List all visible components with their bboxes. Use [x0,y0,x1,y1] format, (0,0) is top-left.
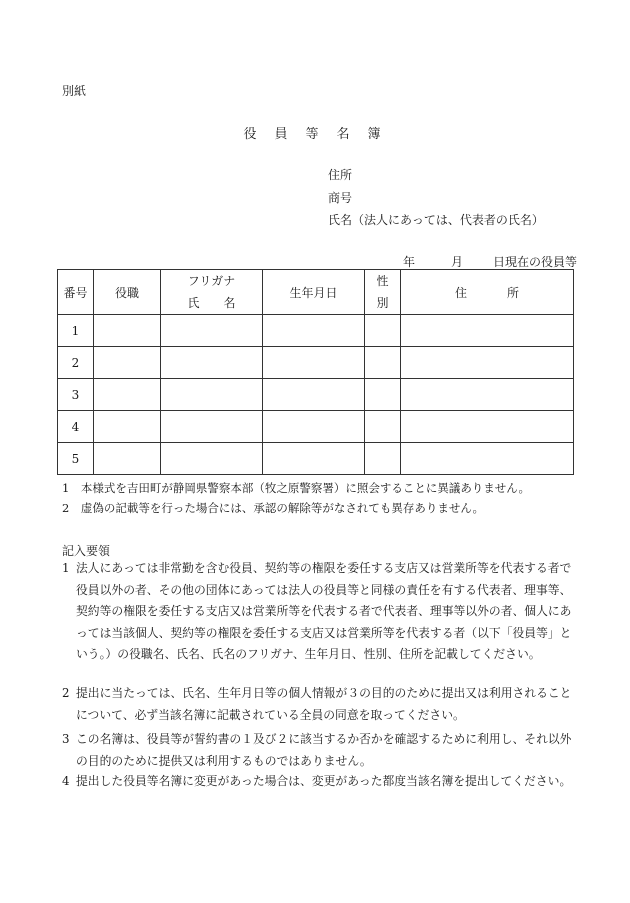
header-full-name: 氏 名 [187,296,236,310]
header-birthdate: 生年月日 [263,270,365,315]
instruction-text: 提出した役員等名簿に変更があった場合は、変更があった都度当該名簿を提出してください。 [76,774,572,788]
table-row [58,411,574,443]
header-position: 役職 [94,270,161,315]
position-cell[interactable] [94,443,161,475]
representative-name-label: 氏名（法人にあっては、代表者の氏名） [328,213,544,227]
table-header-row [58,270,574,315]
instruction-text: 法人にあっては非常勤を含む役員、契約等の権限を委任する支店又は営業所等を代表する者で役員以外の者、その他の団体にあっては法人の役員等と同様の責任を有する代表者、理事等、契約等の権限を委任する支店又は営業所等を代表する者で代表者、理事等以外の者、個人にあっては当該個人、契約等の権限を委任する支店又は営業所等を代表する者（以下「役員等」という。）の役職名、氏名、氏名のフリガナ、生年月日、性別、住所を記載してください。 [76,561,572,661]
header-number: 番号 [58,270,94,315]
address-cell[interactable] [401,347,574,379]
consent-statement-1: 1 本様式を吉田町が静岡県警察本部（牧之原警察署）に照会することに異議ありません。 [62,481,531,495]
sex-cell[interactable] [365,443,401,475]
instruction-text: 提出に当たっては、氏名、生年月日等の個人情報が３の目的のために提出又は利用されることについて、必ず当該名簿に記載されている全員の同意を取ってください。 [76,686,572,722]
sex-cell[interactable] [365,315,401,347]
table-row [58,379,574,411]
birthdate-cell[interactable] [263,379,365,411]
instruction-number: 2 [62,686,70,700]
as-of-date-line [403,253,577,270]
birthdate-cell[interactable] [263,443,365,475]
address-label: 住所 [328,168,353,182]
sex-cell[interactable] [365,347,401,379]
name-cell[interactable] [161,315,263,347]
position-cell[interactable] [94,379,161,411]
instruction-text: この名簿は、役員等が誓約書の１及び２に該当するか否かを確認するために利用し、それ以外の目的のために提供又は利用するものではありません。 [76,732,572,768]
instruction-item [62,683,572,726]
address-cell[interactable] [401,379,574,411]
table-row [58,443,574,475]
position-cell[interactable] [94,411,161,443]
header-sex-bottom: 別 [376,296,389,310]
sex-cell[interactable] [365,411,401,443]
row-number: 4 [58,411,94,443]
attachment-label: 別紙 [62,84,87,98]
instruction-number: 4 [62,774,70,788]
header-furigana: フリガナ [187,274,236,288]
address-cell[interactable] [401,411,574,443]
birthdate-cell[interactable] [263,411,365,443]
position-cell[interactable] [94,347,161,379]
instruction-number: 1 [62,561,70,575]
month-label: 月 [451,255,464,269]
header-name [161,270,263,315]
row-number: 5 [58,443,94,475]
officer-roster-table [57,269,574,475]
instruction-item [62,771,572,793]
instruction-item [62,729,572,772]
row-number: 3 [58,379,94,411]
year-label: 年 [403,255,416,269]
name-cell[interactable] [161,379,263,411]
sex-cell[interactable] [365,379,401,411]
position-cell[interactable] [94,315,161,347]
table-row [58,347,574,379]
instruction-number: 3 [62,732,70,746]
birthdate-cell[interactable] [263,347,365,379]
name-cell[interactable] [161,443,263,475]
name-cell[interactable] [161,411,263,443]
as-of-suffix: 日現在の役員等 [493,255,578,269]
document-title: 役員等名簿 [243,127,399,142]
name-cell[interactable] [161,347,263,379]
header-sex-top: 性 [376,274,389,288]
header-sex [365,270,401,315]
table-row [58,315,574,347]
instruction-item [62,558,572,666]
address-cell[interactable] [401,443,574,475]
birthdate-cell[interactable] [263,315,365,347]
instructions-heading: 記入要領 [62,544,111,558]
row-number: 1 [58,315,94,347]
address-cell[interactable] [401,315,574,347]
consent-statement-2: 2 虚偽の記載等を行った場合には、承認の解除等がなされても異存ありません。 [62,501,485,515]
trade-name-label: 商号 [328,191,353,205]
header-address [401,270,574,315]
header-address-text: 住所 [454,285,559,300]
row-number: 2 [58,347,94,379]
